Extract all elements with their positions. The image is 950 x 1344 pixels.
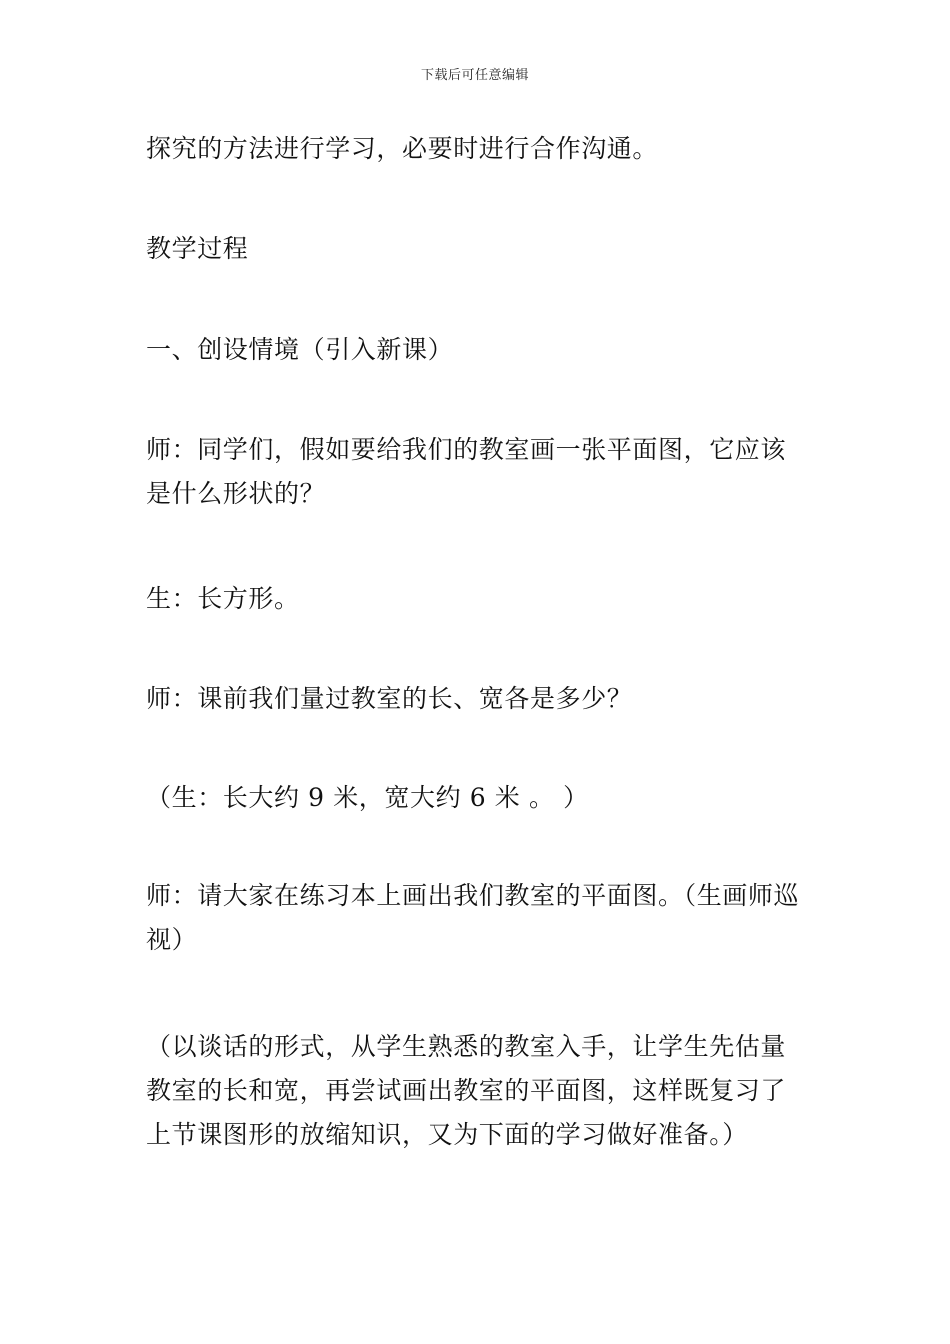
section-heading-teaching-process: 教学过程 — [146, 234, 249, 263]
page-header: 下载后可任意编辑 — [420, 68, 529, 83]
paragraph-teacher-question-1: 师：同学们，假如要给我们的教室画一张平面图，它应该是什么形状的？ — [146, 435, 787, 508]
section-heading-create-situation: 一、创设情境（引入新课） — [146, 335, 454, 364]
paragraph-teacher-question-2: 师：课前我们量过教室的长、宽各是多少？ — [146, 684, 633, 713]
paragraph-intro: 探究的方法进行学习，必要时进行合作沟通。 — [146, 134, 659, 163]
paragraph-teacher-instruction: 师：请大家在练习本上画出我们教室的平面图。（生画师巡视） — [146, 881, 800, 954]
paragraph-student-answer-1: 生：长方形。 — [146, 584, 300, 613]
paragraph-design-note: （以谈话的形式，从学生熟悉的教室入手，让学生先估量教室的长和宽，再尝试画出教室的平面图，这样既复习了上节课图形的放缩知识，又为下面的学习做好准备。） — [146, 1032, 787, 1149]
paragraph-student-answer-2: （生：长大约 9 米，宽大约 6 米 。 ） — [146, 783, 589, 812]
